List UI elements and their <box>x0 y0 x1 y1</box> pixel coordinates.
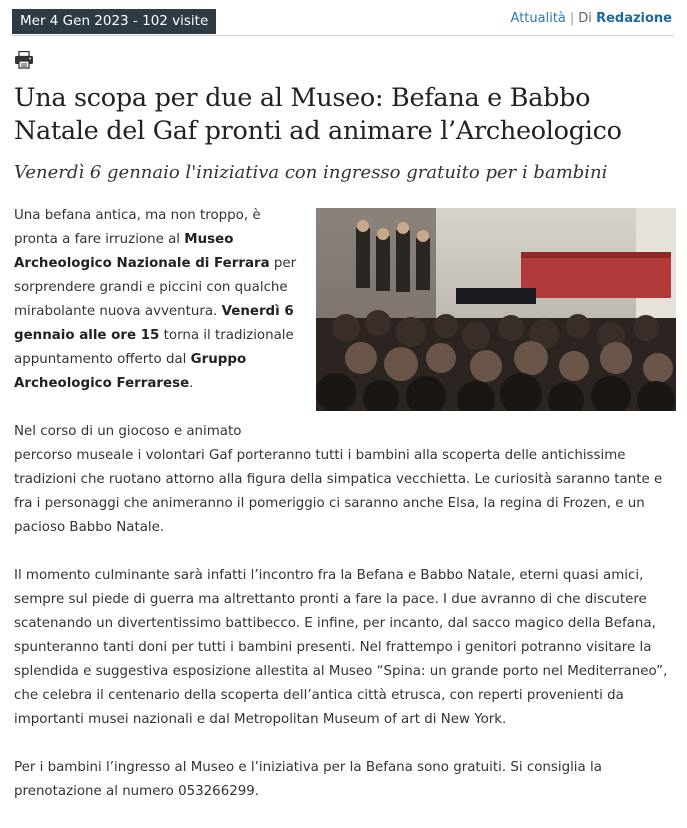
article-subtitle: Venerdì 6 gennaio l'iniziativa con ingresso gratuito per i bambini <box>14 162 608 183</box>
by-label: Di <box>578 11 592 26</box>
p1-organizer: Gruppo Archeologico Ferrarese <box>14 352 247 391</box>
paragraph-2: Nel corso di un giocoso e animato percorso museale i volontari Gaf porteranno tutti i bambini alla scoperta delle antichissime tradizioni che ruotano attorno alla figura della simpatica vecchietta. Le curiosità saranno tante e fra i personaggi che animeranno il pomeriggio ci saranno anche Elsa, la regina di Frozen, e un pacioso Babbo Natale. <box>14 424 663 535</box>
paragraph-4: Per i bambini l’ingresso al Museo e l’iniziativa per la Befana sono gratuiti. Si consiglia la prenotazione al numero 053266299. <box>14 760 602 799</box>
article-title: Una scopa per due al Museo: Befana e Babbo Natale del Gaf pronti ad animare l’Archeologico <box>14 83 622 146</box>
date-views-badge: Mer 4 Gen 2023 - 102 visite <box>12 9 216 34</box>
p1-text-2: per sorprendere grandi e piccini con qualche mirabolante nuova avventura. <box>14 256 297 319</box>
category-link[interactable]: Attualità <box>510 11 566 26</box>
p1-text-4: . <box>189 376 194 391</box>
article-meta-bar <box>12 9 674 36</box>
p1-text-3: torna il tradizionale appuntamento offerto dal <box>14 328 294 367</box>
p1-museum-name: Museo Archeologico Nazionale di Ferrara <box>14 232 270 271</box>
category-author <box>511 9 672 34</box>
p1-date-time: Venerdì 6 gennaio alle ore 15 <box>14 304 294 343</box>
article-body <box>14 204 676 828</box>
author-link[interactable]: Redazione <box>596 11 672 26</box>
printer-icon[interactable] <box>14 51 34 69</box>
paragraph-3: Il momento culminante sarà infatti l’incontro fra la Befana e Babbo Natale, eterni quasi amici, sempre sul piede di guerra ma altrettanto pronti a fare la pace. I due avranno di che discutere scatenando un divertentissimo battibecco. E infine, per incanto, dal sacco magico della Befana, spunteranno tanti doni per tutti i bambini presenti. Nel frattempo i genitori potranno visitare la splendida e suggestiva esposizione allestita al Museo “Spina: un grande porto nel Mediterraneo”, che celebra il centenario della scoperta dell’antica città etrusca, con reperti provenienti da importanti musei nazionali e dal Metropolitan Museum of art di New York. <box>14 568 668 727</box>
p1-text-1: Una befana antica, ma non troppo, è pronta a fare irruzione al <box>14 208 261 247</box>
meta-separator: | <box>569 11 575 26</box>
event-photo[interactable] <box>316 208 676 411</box>
